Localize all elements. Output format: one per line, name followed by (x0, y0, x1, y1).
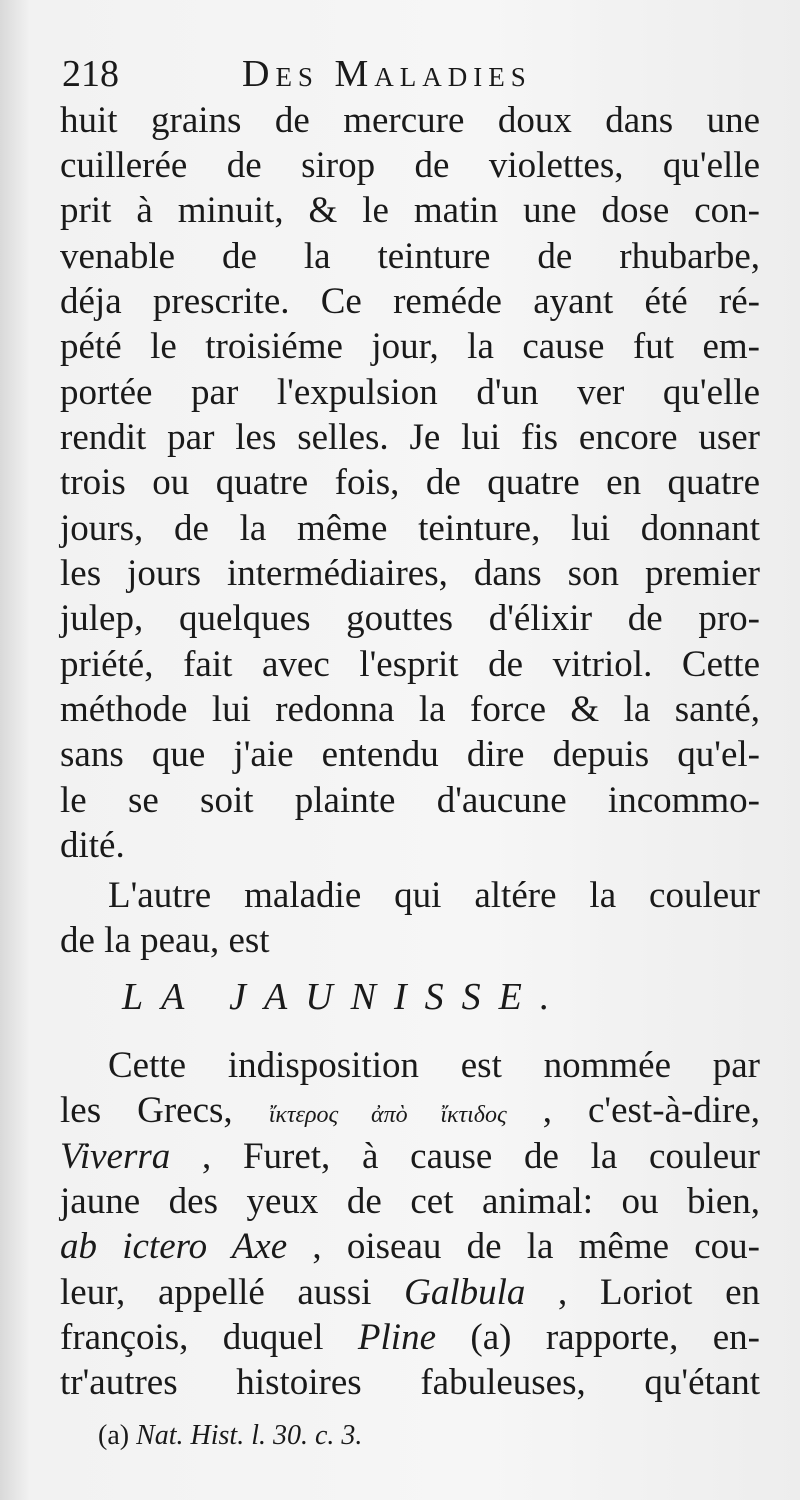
text-line: dité. (60, 825, 125, 866)
text-line: sans que j'aie entendu dire depuis qu'el- (60, 734, 760, 775)
text-line: pété le troisiéme jour, la cause fut em- (60, 326, 760, 367)
text-line: déja prescrite. Ce reméde ayant été ré- (60, 281, 760, 322)
text-line: venable de la teinture de rhubarbe, (60, 236, 760, 277)
text-line: prit à minuit, & le matin une dose con- (60, 190, 760, 231)
text-line: jours, de la même teinture, lui donnant (60, 508, 760, 549)
text-line: les jours intermédiaires, dans son premier (60, 553, 760, 594)
running-head: Des Maladies (242, 53, 532, 95)
text-span: leur, appellé aussi (60, 1272, 372, 1313)
text-line: L'autre maladie qui altére la couleur (108, 875, 760, 916)
text-span: , Loriot en (558, 1272, 760, 1313)
italic-term: Pline (357, 1317, 436, 1358)
italic-term: ab ictero Axe (60, 1226, 288, 1267)
italic-term: Galbula (404, 1272, 526, 1313)
text-line: huit grains de mercure doux dans une (60, 100, 760, 141)
text-span: , oiseau de la même cou- (312, 1226, 761, 1267)
text-span: françois, duquel (60, 1317, 324, 1358)
text-line: priété, fait avec l'esprit de vitriol. Cette (60, 644, 760, 685)
text-line (60, 1224, 760, 1274)
text-line (60, 1315, 760, 1365)
text-line (60, 1134, 760, 1184)
text-span: (a) rapporte, en- (470, 1317, 760, 1358)
text-span: , c'est-à-dire, (542, 1090, 761, 1131)
section-title: LA JAUNISSE. (122, 976, 568, 1018)
text-line: rendit par les selles. Je lui fis encore user (60, 417, 760, 458)
text-line: cuillerée de sirop de violettes, qu'elle (60, 145, 760, 186)
greek-text: ἴκτερος ἀπὸ ἴκτιδος (268, 1102, 507, 1128)
text-line: portée par l'expulsion d'un ver qu'elle (60, 372, 760, 413)
text-line (60, 1270, 760, 1320)
text-line: le se soit plainte d'aucune incommo- (60, 780, 760, 821)
text-span: , Furet, à cause de la couleur (202, 1136, 761, 1177)
text-line: tr'autres histoires fabuleuses, qu'étant (60, 1362, 760, 1403)
italic-term: Viverra (60, 1136, 171, 1177)
text-line: de la peau, est (60, 920, 270, 961)
text-line (60, 1088, 760, 1138)
text-line: méthode lui redonna la force & la santé, (60, 689, 760, 730)
text-span: les Grecs, (60, 1090, 233, 1131)
text-line: julep, quelques gouttes d'élixir de pro- (60, 598, 760, 639)
footnote-marker: (a) (98, 1420, 130, 1451)
text-line: jaune des yeux de cet animal: ou bien, (60, 1181, 760, 1222)
footnote-citation: Nat. Hist. l. 30. c. 3. (136, 1420, 363, 1451)
page-header (62, 52, 762, 102)
text-line: trois ou quatre fois, de quatre en quatre (60, 462, 760, 503)
footnote (98, 1420, 498, 1460)
page-number: 218 (62, 53, 119, 95)
text-line: Cette indisposition est nommée par (108, 1045, 760, 1086)
